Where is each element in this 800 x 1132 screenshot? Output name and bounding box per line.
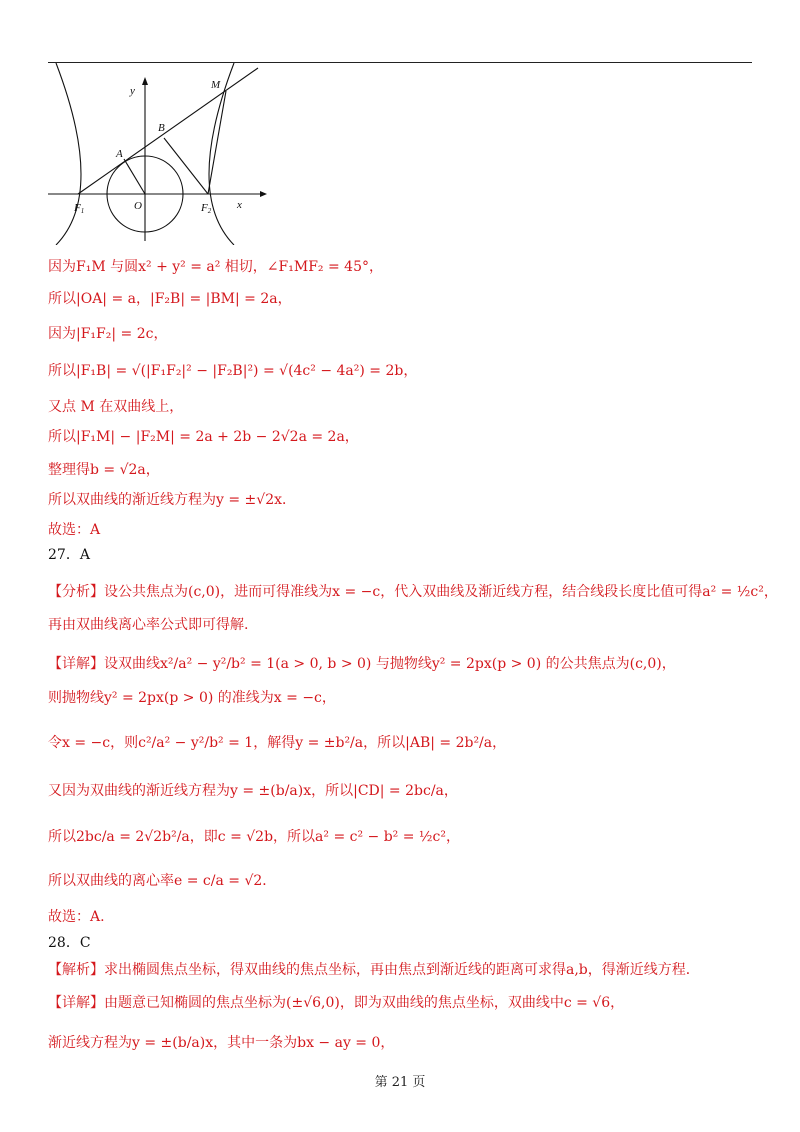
label-f1: F1 [74,202,85,215]
solution-line: 所以|F₁B| = √(|F₁F₂|² − |F₂B|²) = √(4c² − 4a²) = 2b， [48,363,418,379]
label-y: y [130,85,135,97]
label-m: M [211,79,221,91]
solution-line: 因为F₁M 与圆x² + y² = a² 相切，∠F₁MF₂ = 45°， [48,259,383,275]
solution-line: 所以|F₁M| − |F₂M| = 2a + 2b − 2√2a = 2a， [48,429,359,445]
detail-line: 渐近线方程为y = ±(b/a)x，其中一条为bx − ay = 0， [48,1035,395,1051]
left-hyperbola-branch [56,63,81,245]
hyperbola-figure [48,63,270,245]
solution-line: 所以|OA| = a，|F₂B| = |BM| = 2a， [48,291,292,307]
solution-line: 所以双曲线的渐近线方程为y = ±√2x． [48,492,296,508]
solution-line: 因为|F₁F₂| = 2c， [48,326,168,342]
detail-line: 【详解】由题意已知椭圆的焦点坐标为(±√6,0)，即为双曲线的焦点坐标，双曲线中c = √6， [48,995,625,1011]
detail-line: 所以双曲线的离心率e = c/a = √2． [48,873,277,889]
page-number: 第 21 页 [374,1075,426,1090]
label-b: B [158,122,165,134]
analysis-line: 【分析】设公共焦点为(c,0)，进而可得准线为x = −c，代入双曲线及渐近线方程，结合线段长度比值可得a² = ½c²， [48,584,778,600]
segment-mf2 [208,91,226,194]
tangent-line-f1m [78,68,258,194]
detail-line: 【详解】设双曲线x²/a² − y²/b² = 1(a > 0, b > 0) 与抛物线y² = 2px(p > 0) 的公共焦点为(c,0)， [48,656,676,672]
detail-line: 所以2bc/a = 2√2b²/a，即c = √2b，所以a² = c² − b² = ½c²， [48,829,460,845]
detail-line: 令x = −c，则c²/a² − y²/b² = 1，解得y = ±b²/a，所以|AB| = 2b²/a， [48,735,507,751]
solution-line: 又点 M 在双曲线上， [48,399,184,415]
label-f2: F2 [201,202,212,215]
detail-line: 则抛物线y² = 2px(p > 0) 的准线为x = −c， [48,690,336,706]
answer-line: 故选：A. [48,909,105,925]
question-number: 27．A [48,547,90,563]
y-axis-arrow [142,77,148,85]
solution-line: 整理得b = √2a， [48,462,160,478]
answer-line: 故选：A [48,522,101,538]
label-x: x [237,199,242,211]
question-number: 28．C [48,935,91,951]
analysis-line: 再由双曲线离心率公式即可得解. [48,617,249,633]
label-o: O [134,200,142,212]
analysis-line: 【解析】求出椭圆焦点坐标，得双曲线的焦点坐标，再由焦点到渐近线的距离可求得a,b，得渐近线方程． [48,962,700,978]
label-a: A [116,148,123,160]
x-axis-arrow [260,191,267,197]
segment-oa [124,159,145,194]
detail-line: 又因为双曲线的渐近线方程为y = ±(b/a)x，所以|CD| = 2bc/a， [48,783,458,799]
